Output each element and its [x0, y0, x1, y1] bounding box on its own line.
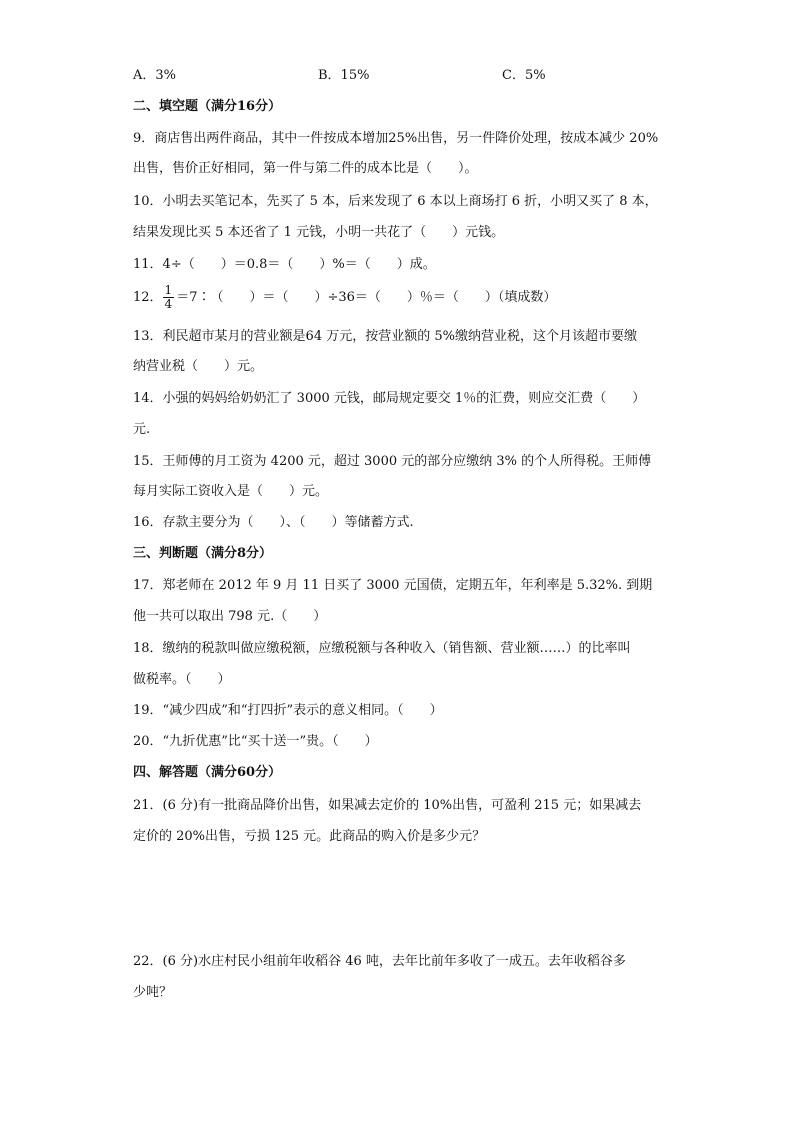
- question-13-line-1: 13．利民超市某月的营业额是64 万元，按营业额的 5%缴纳营业税，这个月该超市要缴: [133, 329, 637, 344]
- fraction-denominator: 4: [164, 297, 173, 311]
- question-22-line-1: 22．(6 分)水庄村民小组前年收稻谷 46 吨，去年比前年多收了一成五。去年收稻谷多: [133, 954, 626, 969]
- question-22-line-2: 少吨？: [133, 985, 173, 1000]
- question-10-line-1: 10．小明去买笔记本，先买了 5 本，后来发现了 6 本以上商场打 6 折，小明又买了 8 本，: [133, 194, 658, 209]
- question-12-text: ＝7∶（ ）＝（ ）÷36＝（ ）％＝（ ）（填成数）: [176, 290, 557, 305]
- question-21-line-2: 定价的 20%出售，亏损 125 元。此商品的购入价是多少元？: [133, 829, 486, 844]
- question-9-line-2: 出售，售价正好相同，第一件与第二件的成本比是（ ）。: [133, 161, 478, 176]
- question-12: [133, 283, 673, 313]
- question-16: 16．存款主要分为（ ）、（ ）等储蓄方式.: [133, 515, 414, 530]
- question-14-line-2: 元.: [133, 422, 151, 437]
- section-heading-true-false: 三、判断题（满分8分）: [133, 546, 273, 561]
- question-14-line-1: 14．小强的妈妈给奶奶汇了 3000 元钱，邮局规定要交 1％的汇费，则应交汇费（ ）: [133, 391, 646, 406]
- question-19: 19．“减少四成”和“打四折”表示的意义相同。（ ）: [133, 703, 443, 718]
- question-12-number: 12．: [133, 290, 163, 305]
- section-heading-fill-in: 二、填空题（满分16分）: [133, 99, 282, 114]
- question-15-line-1: 15．王师傅的月工资为 4200 元，超过 3000 元的部分应缴纳 3% 的个人所得税。王师傅: [133, 454, 652, 469]
- fraction-numerator: 1: [164, 283, 173, 297]
- question-11: 11．4÷（ ）＝0.8＝（ ）%＝（ ）成。: [133, 257, 436, 272]
- question-18-line-2: 做税率。（ ）: [133, 672, 231, 687]
- question-18-line-1: 18．缴纳的税款叫做应缴税额，应缴税额与各种收入（销售额、营业额……）的比率叫: [133, 641, 631, 656]
- question-17-line-2: 他一共可以取出 798 元.（ ）: [133, 609, 327, 624]
- question-15-line-2: 每月实际工资收入是（ ）元。: [133, 484, 329, 499]
- question-21-line-1: 21．(6 分)有一批商品降价出售，如果减去定价的 10%出售，可盈利 215 元；如果减去: [133, 798, 642, 813]
- question-10-line-2: 结果发现比买 5 本还省了 1 元钱，小明一共花了（ ）元钱。: [133, 225, 505, 240]
- option-b: B．15%: [318, 68, 370, 83]
- question-9-line-1: 9．商店售出两件商品，其中一件按成本增加25%出售，另一件降价处理，按成本减少 20%: [133, 131, 659, 146]
- option-a: A．3%: [133, 68, 177, 83]
- section-heading-word-problems: 四、解答题（满分60分）: [133, 765, 282, 780]
- option-c: C．5%: [502, 68, 546, 83]
- question-20: 20．“九折优惠”比“买十送一”贵。（ ）: [133, 734, 378, 749]
- question-17-line-1: 17．郑老师在 2012 年 9 月 11 日买了 3000 元国债，定期五年，年利率是 5.32%. 到期: [133, 578, 653, 593]
- fraction-one-quarter: [163, 284, 175, 311]
- question-13-line-2: 纳营业税（ ）元。: [133, 359, 264, 374]
